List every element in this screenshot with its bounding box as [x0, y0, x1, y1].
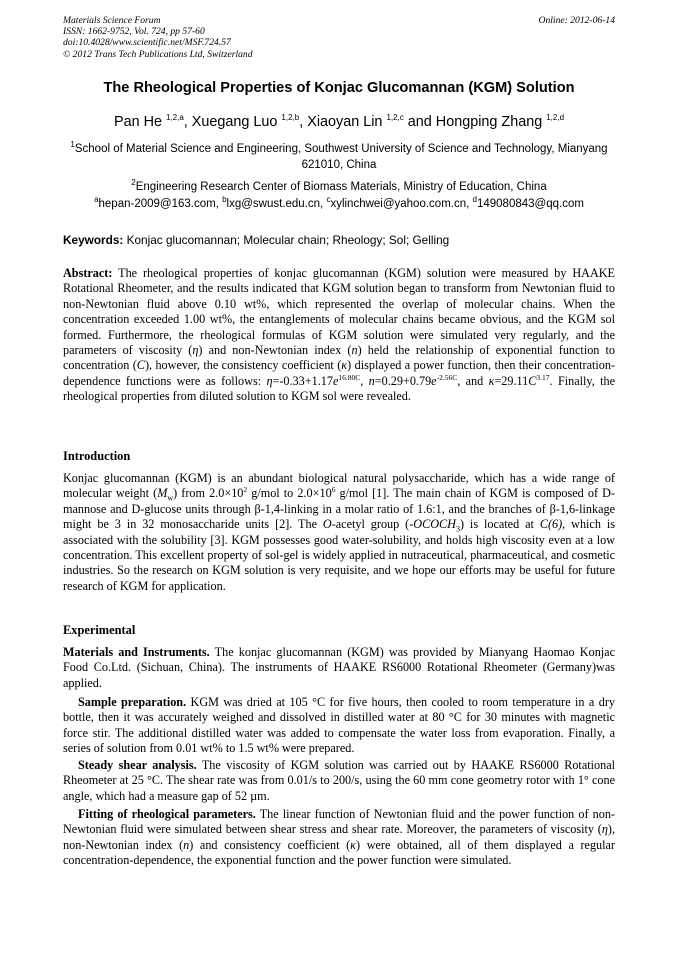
materials-label: Materials and Instruments.: [63, 645, 210, 659]
affiliation-1: $^1$School of Material Science and Engineering, Southwest University of Science and Technology, Mianyang 621010, China: [70, 140, 608, 171]
introduction-paragraph: Konjac glucomannan (KGM) is an abundant biological natural polysaccharide, which has a wide range of molecular weight $(M_w)$ from $2.0\times 10^2$ g/mol to $2.0\times 10^6$ g/mol [1]. The main chain of KGM is composed of D-mannose and D-glucose units through β-1,4-linking in a molar ratio of 1.6:1, and the branches of β-1,6-linkage might be 3 in 32 monosaccharide units [2]. The O-acetyl group $(-OCOCH_3)$ is located at C(6), which is associated with the solubility [3]. KGM possesses good water-solubility, and holds high viscosity even at a low concentration. This excellent property of sol-gel is widely applied in nutraceutical, pharmaceutical, and cosmetic industries. So the research on KGM solution is very requisite, and we hope our efforts may be useful for future research of KGM for application.: [63, 471, 615, 593]
fitting-label: Fitting of rheological parameters.: [78, 807, 256, 821]
online-date: Online: 2012-06-14: [538, 15, 615, 26]
author-name: Xiaoyan Lin: [307, 113, 383, 130]
journal-header: [63, 15, 253, 60]
author-affiliation-mark: 1,2,c: [386, 113, 404, 122]
fitting-paragraph: Fitting of rheological parameters. The linear function of Newtonian fluid and the power function of non-Newtonian fluid were simulated between shear stress and shear rate. Moreover, the parameters of viscosity (η), non-Newtonian index (n) and consistency coefficient (κ) were obtained, all of them displayed a regular concentration-dependence, the exponential function and the power function were simulated.: [63, 807, 615, 868]
keywords-text: Konjac glucomannan; Molecular chain; Rheology; Sol; Gelling: [126, 233, 450, 247]
email-link[interactable]: hepan-2009@163.com: [98, 197, 216, 210]
email-link[interactable]: lxg@swust.edu.cn: [226, 197, 321, 210]
keywords-label: Keywords:: [63, 233, 124, 247]
introduction-heading: Introduction: [63, 449, 131, 463]
keywords: [63, 233, 615, 247]
materials-paragraph: Materials and Instruments. The konjac glucomannan (KGM) was provided by Mianyang Haomao Konjac Food Co.Ltd. (Sichuan, China). The instruments of HAAKE RS6000 Rotational Rheometer (Germany)was applied.: [63, 645, 615, 690]
email-link[interactable]: xylinchwei@yahoo.com.cn: [330, 197, 467, 210]
experimental-heading: Experimental: [63, 623, 136, 637]
shear-label: Steady shear analysis.: [78, 758, 197, 772]
issn-line: ISSN: 1662-9752, Vol. 724, pp 57-60: [63, 26, 205, 38]
author-list: Pan He $^{1,2,a}$, Xuegang Luo $^{1,2,b}$, Xiaoyan Lin $^{1,2,c}$ and Hongping Zhang $^{1,2,d}$: [113, 113, 565, 130]
author-affiliation-mark: 1,2,a: [165, 113, 184, 122]
author-affiliation-mark: 1,2,d: [546, 113, 565, 122]
doi-line: doi:10.4028/www.scientific.net/MSF.724.57: [63, 37, 231, 49]
steady-shear-paragraph: Steady shear analysis. The viscosity of KGM solution was carried out by HAAKE RS6000 Rotational Rheometer at 25 °C. The shear rate was from 0.01/s to 200/s, using the 60 mm cone geometry rotor with 1° cone angle, which had a measure gap of 52 µm.: [63, 758, 615, 803]
paper-title: The Rheological Properties of Konjac Glucomannan (KGM) Solution: [103, 80, 575, 96]
abstract-label: Abstract:: [63, 266, 113, 280]
affiliation-2: $^2$Engineering Research Center of Biomass Materials, Ministry of Education, China: [131, 178, 547, 193]
author-name: Pan He: [113, 113, 162, 130]
email-link[interactable]: 149080843@qq.com: [476, 197, 584, 210]
email-list: $^a$hepan-2009@163.com, $^b$lxg@swust.edu.cn, $^c$xylinchwei@yahoo.com.cn, $^d$149080843@qq.com: [94, 195, 584, 210]
author-name: Xuegang Luo: [191, 113, 278, 130]
copyright-line: © 2012 Trans Tech Publications Ltd, Switzerland: [63, 48, 253, 60]
abstract: Abstract: The rheological properties of konjac glucomannan (KGM) solution were measured by HAAKE Rotational Rheometer, and the results indicated that KGM solution began to transform from Newtonian fluid to non-Newtonian fluid above 0.10 wt%, which represented the overlap of molecular chains. When the concentration exceeded 1.00 wt%, the entanglements of molecular chains became obvious, and the KGM sol formed. Furthermore, the rheological formulas of KGM solution were simulated very regularly, and the parameters of viscosity (η) and non-Newtonian index (n) held the relationship of exponential function to concentration (C), however, the consistency coefficient (κ) displayed a power function, then their concentration-dependence functions were as follows: $\eta=-0.33+1.17e^{16.80C}$, $n=0.29+0.79e^{-2.56C}$, and $\kappa=29.11C^{3.17}$. Finally, the rheological properties from diluted solution to KGM sol were revealed.: [63, 266, 616, 404]
journal-name: Materials Science Forum: [63, 15, 161, 26]
author-name: Hongping Zhang: [435, 113, 543, 130]
sample-preparation-paragraph: Sample preparation. KGM was dried at 105 °C for five hours, then cooled to room temperature in a dry bottle, then it was accurately weighed and dissolved in distilled water at 80 °C for 30 minutes with magnetic force stir. The additional distilled water was added to compensate the water loss from evaporation. Finally, a series of solution from 0.01 wt% to 1.5 wt% were prepared.: [63, 695, 616, 756]
author-affiliation-mark: 1,2,b: [281, 113, 300, 122]
sample-label: Sample preparation.: [78, 695, 187, 709]
